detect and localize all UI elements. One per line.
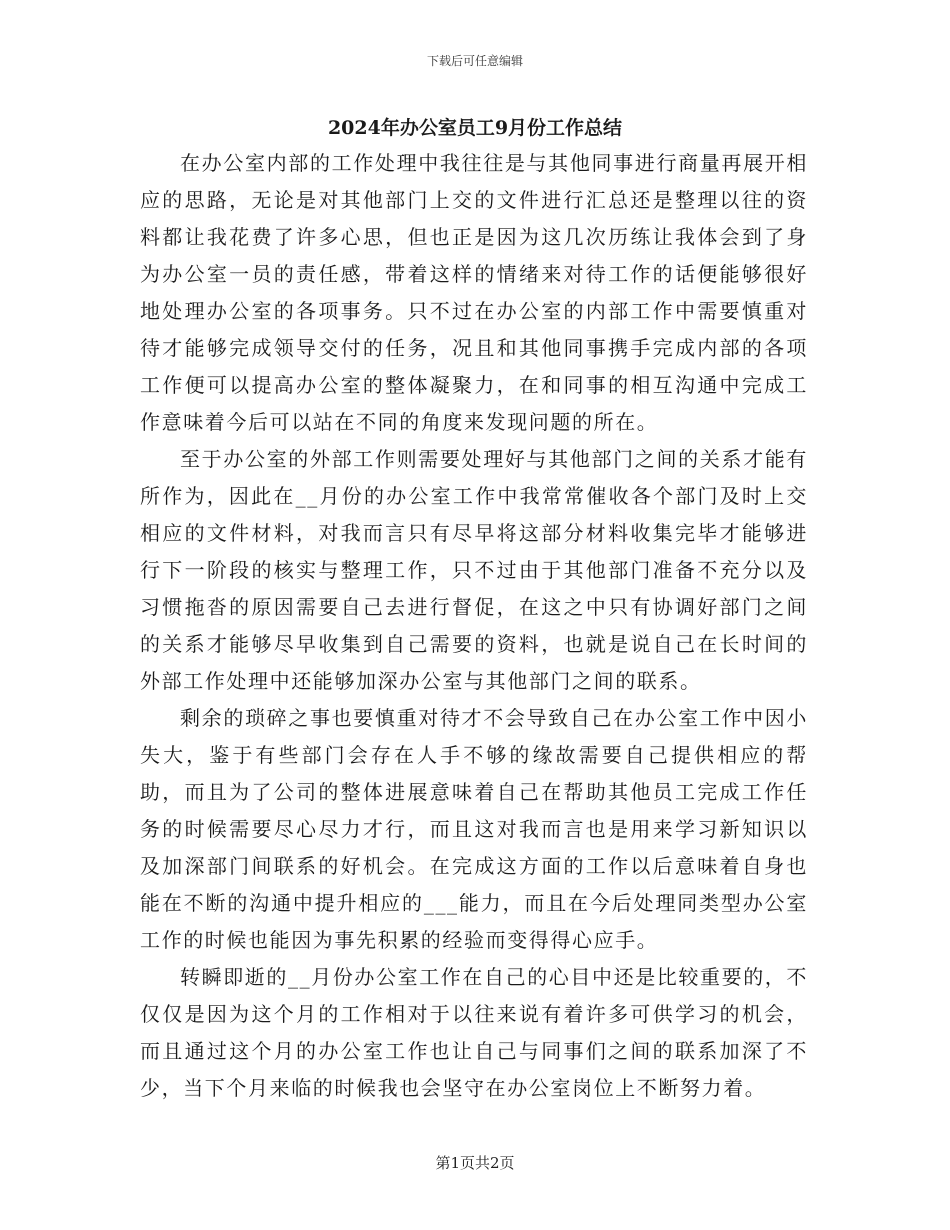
document-body [140, 145, 808, 1107]
download-note: 下载后可任意编辑 [426, 54, 523, 68]
document-title: 2024年办公室员工9月份工作总结 [327, 117, 623, 139]
paragraph-3: 剩余的琐碎之事也要慎重对待才不会导致自己在办公室工作中因小失大，鉴于有些部门会存在人手不够的缘故需要自己提供相应的帮助，而且为了公司的整体进展意味着自己在帮助其他员工完成工作任务的时候需要尽心尽力才行，而且这对我而言也是用来学习新知识以及加深部门间联系的好机会。在完成这方面的工作以后意味着自身也能在不断的沟通中提升相应的___能力，而且在今后处理同类型办公室工作的时候也能因为事先积累的经验而变得得心应手。 [140, 706, 808, 952]
paragraph-1: 在办公室内部的工作处理中我往往是与其他同事进行商量再展开相应的思路，无论是对其他部门上交的文件进行汇总还是整理以往的资料都让我花费了许多心思，但也正是因为这几次历练让我体会到了身为办公室一员的责任感，带着这样的情绪来对待工作的话便能够很好地处理办公室的各项事务。只不过在办公室的内部工作中需要慎重对待才能够完成领导交付的任务，况且和其他同事携手完成内部的各项工作便可以提高办公室的整体凝聚力，在和同事的相互沟通中完成工作意味着今后可以站在不同的角度来发现问题的所在。 [140, 151, 808, 434]
paragraph-2: 至于办公室的外部工作则需要处理好与其他部门之间的关系才能有所作为，因此在__月份的办公室工作中我常常催收各个部门及时上交相应的文件材料，对我而言只有尽早将这部分材料收集完毕才能够进行下一阶段的核实与整理工作，只不过由于其他部门准备不充分以及习惯拖沓的原因需要自己去进行督促，在这之中只有协调好部门之间的关系才能够尽早收集到自己需要的资料，也就是说自己在长时间的外部工作处理中还能够加深办公室与其他部门之间的联系。 [140, 447, 808, 693]
paragraph-4: 转瞬即逝的__月份办公室工作在自己的心目中还是比较重要的，不仅仅是因为这个月的工作相对于以往来说有着许多可供学习的机会，而且通过这个月的办公室工作也让自己与同事们之间的联系加深了不少，当下个月来临的时候我也会坚守在办公室岗位上不断努力着。 [140, 965, 808, 1100]
page-number: 第1页共2页 [435, 1154, 515, 1172]
